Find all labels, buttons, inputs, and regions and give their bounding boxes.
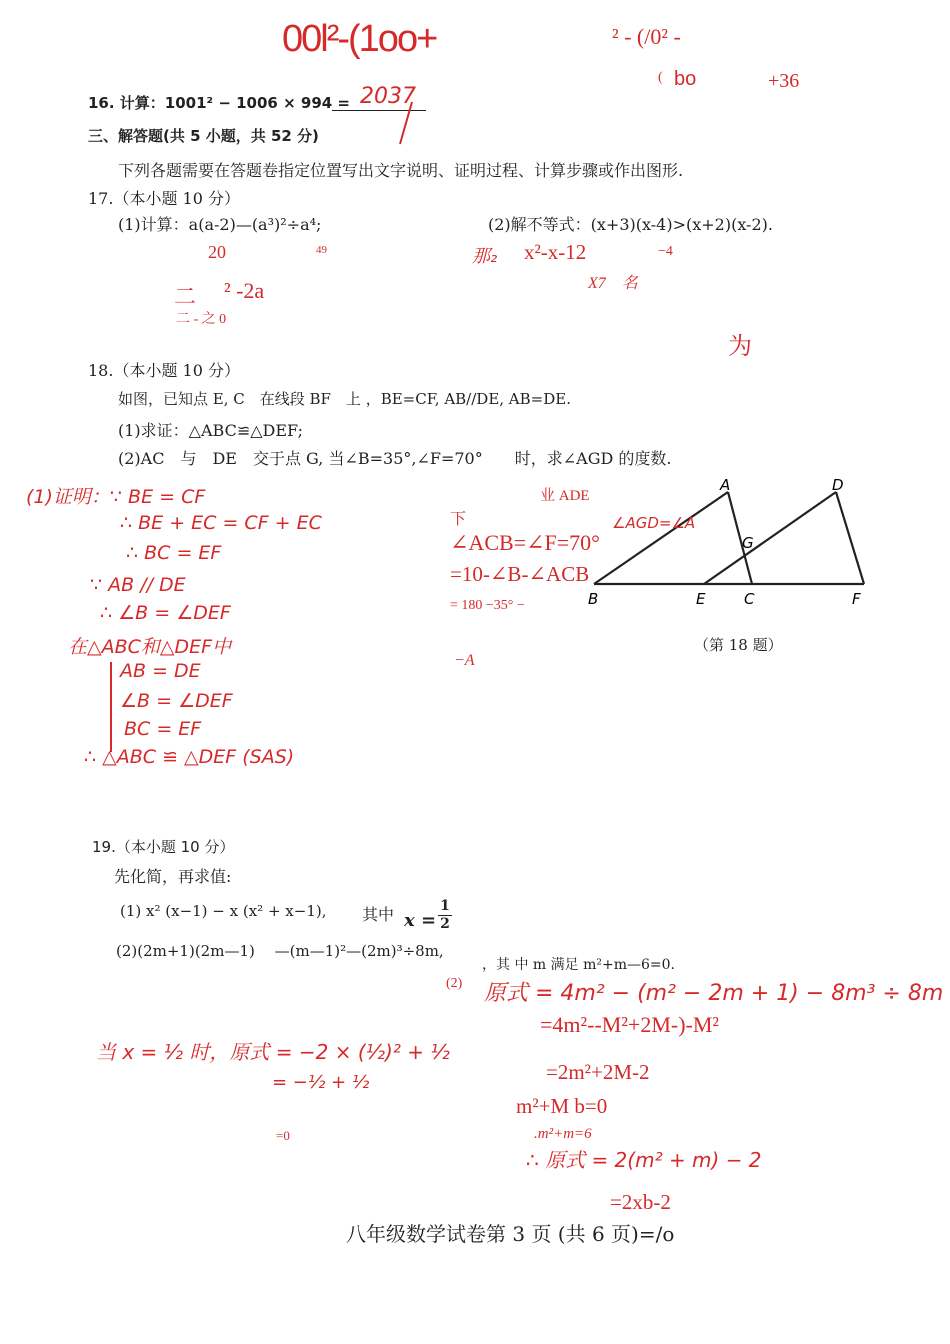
q18-work-minusA: −A: [454, 652, 475, 669]
q18-proof-line4: ∵ AB // DE: [90, 574, 186, 596]
q16-label: 16. 计算：1001² − 1006 × 994 =: [88, 94, 350, 112]
fig-label-B: B: [588, 590, 599, 608]
q17-work-na: 那₂: [472, 246, 498, 267]
q19-header: 19.（本小题 10 分）: [92, 838, 235, 856]
top-bo: bo: [674, 68, 697, 90]
q17-work-m4: −4: [658, 244, 673, 259]
q18-given: 如图，已知点 E, C 在线段 BF 上 ，BE=CF, AB//DE, AB=DE.: [118, 390, 571, 408]
q17-work-20: 20: [208, 242, 226, 262]
fig-label-C: C: [744, 590, 755, 608]
q19-work-eq2: =2m²+2M-2: [546, 1060, 650, 1084]
top-big-scribble: 00l²-(1oo+: [282, 18, 437, 60]
q19-frac: [438, 898, 452, 933]
q19-x-eq: x =: [404, 910, 437, 931]
q19-part1: (1) x² (x−1) − x (x² + x−1),: [120, 902, 327, 920]
top-right-scribble: ² - (/0² -: [612, 24, 681, 49]
q19-work-m2m6: .m²+m=6: [534, 1126, 592, 1142]
q18-proof-line2: ∴ BE + EC = CF + EC: [120, 512, 322, 534]
section3-title: 三、解答题(共 5 小题，共 52 分): [88, 127, 319, 145]
page-footer: 八年级数学试卷第 3 页 (共 6 页)=/o: [346, 1222, 675, 1246]
q19-work-yuanshi2: ∴ 原式 = 2(m² + m) − 2: [526, 1148, 762, 1172]
q19-work-left1: 当 x = ½ 时，原式 = −2 × (½)² + ½: [96, 1040, 450, 1064]
q18-proof-line3: ∴ BC = EF: [126, 542, 222, 564]
q18-proof-line5: ∴ ∠B = ∠DEF: [100, 602, 231, 624]
q18-work-agd: ∠AGD=∠A: [612, 514, 696, 532]
q18-part2: (2)AC 与 DE 交于点 G, 当∠B=35°,∠F=70° 时，求∠AGD 的度数.: [118, 449, 672, 468]
q18-work-acb: ∠ACB=∠F=70°: [450, 530, 600, 555]
fig-label-G: G: [742, 534, 754, 552]
q17-part1: (1)计算：a(a-2)—(a³)²÷a⁴;: [118, 215, 322, 234]
top-paren: (: [658, 70, 663, 85]
q18-proof-line10: ∴ △ABC ≌ △DEF (SAS): [84, 746, 295, 768]
q18-proof-line7: AB = DE: [120, 660, 201, 682]
q19-work-eq1: =4m²--M²+2M-)-M²: [540, 1012, 720, 1037]
fig-label-D: D: [832, 476, 844, 494]
q18-proof-line1: (1)证明：∵ BE = CF: [26, 486, 206, 508]
q17-work-x7: X7 名: [588, 275, 638, 292]
q16-stroke-icon: [392, 100, 422, 148]
section3-instruction: 下列各题需要在答题卷指定位置写出文字说明、证明过程、计算步骤或作出图形.: [118, 161, 684, 180]
q19-qizhong: 其中: [362, 905, 395, 924]
fig-label-A: A: [720, 476, 731, 494]
q18-proof-line9: BC = EF: [124, 718, 202, 740]
q17-work-wei: 为: [728, 334, 752, 360]
q17-work-er: 二: [174, 284, 197, 309]
q19-intro: 先化简，再求值:: [114, 867, 232, 886]
q18-caption: （第 18 题）: [694, 636, 783, 654]
q19-frac-num: 1: [440, 898, 450, 914]
top-plus36: +36: [768, 70, 800, 92]
q18-work-eq10: =10-∠B-∠ACB: [450, 562, 590, 586]
q18-work-ye: 业 ADE: [540, 488, 590, 504]
q18-work-xia: 下: [450, 511, 467, 528]
q17-work-2a: ² -2a: [224, 278, 265, 303]
q17-work-erzhi: 二 - 之 0: [176, 312, 227, 327]
q18-proof-line8: ∠B = ∠DEF: [120, 690, 233, 712]
q16-answer: 2037: [360, 84, 416, 109]
q19-frac-den: 2: [440, 916, 450, 932]
q17-part2: (2)解不等式：(x+3)(x-4)>(x+2)(x-2).: [488, 215, 773, 234]
q19-work-eq3: =2xb-2: [610, 1190, 671, 1214]
q19-part2-cond: ，其 中 m 满足 m²+m—6=0.: [482, 957, 675, 973]
q19-work-left3: =0: [276, 1128, 290, 1143]
q17-work-49: 49: [316, 244, 327, 256]
q18-proof-line6: 在△ABC和△DEF中: [68, 636, 232, 658]
q18-header: 18.（本小题 10 分）: [88, 361, 240, 380]
q18-part1: (1)求证：△ABC≌△DEF;: [118, 421, 303, 440]
q19-work-left2: = −½ + ½: [272, 1072, 370, 1093]
fig-label-F: F: [852, 590, 861, 608]
q17-header: 17.（本小题 10 分）: [88, 189, 240, 208]
q19-work-yuanshi: 原式 = 4m² − (m² − 2m + 1) − 8m³ ÷ 8m: [484, 981, 944, 1006]
q19-part2: (2)(2m+1)(2m—1) —(m—1)²—(2m)³÷8m,: [116, 942, 444, 960]
q19-work-p2: (2): [446, 976, 463, 991]
q19-work-m2mb0: m²+M b=0: [516, 1094, 608, 1118]
q18-figure: [580, 476, 880, 616]
fig-label-E: E: [696, 590, 706, 608]
q18-proof-brace: [110, 662, 112, 752]
q18-work-eq180: = 180 −35° −: [450, 598, 525, 613]
q17-work-xsq: x²-x-12: [524, 240, 587, 264]
